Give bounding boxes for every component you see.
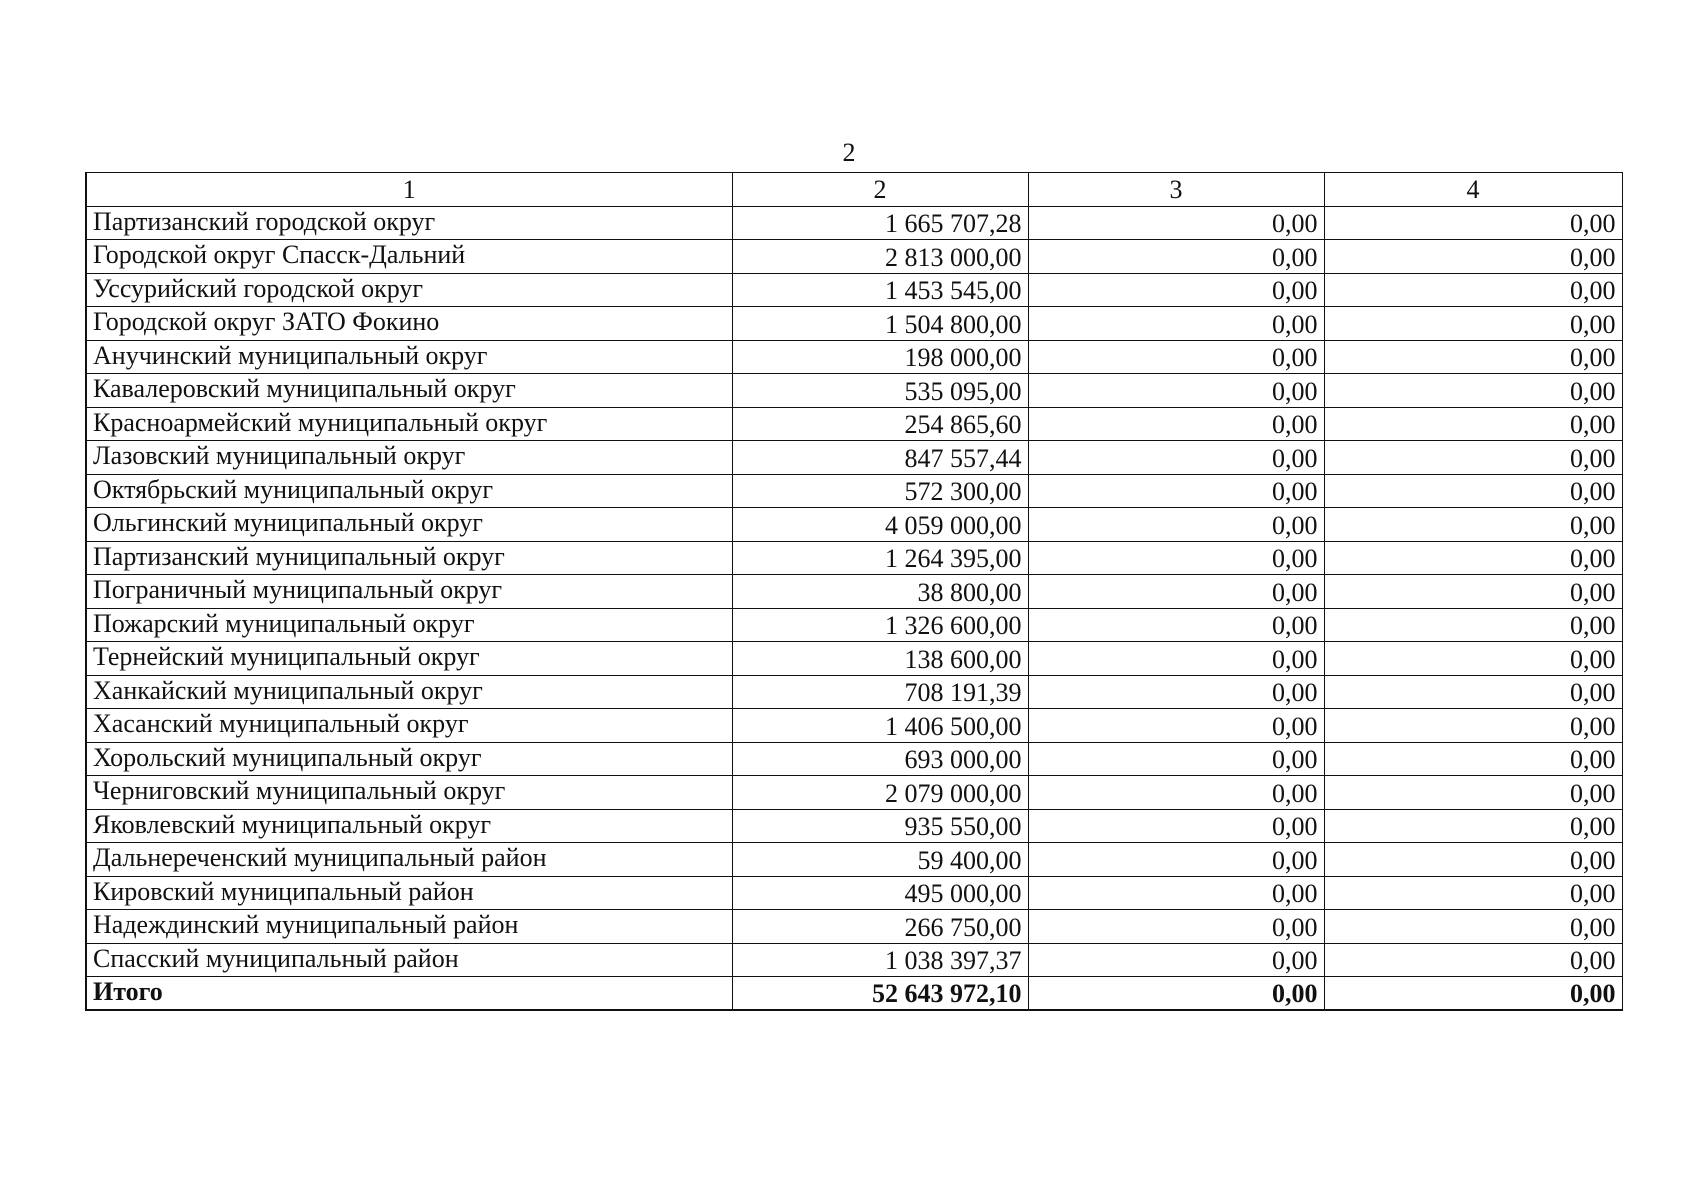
table-row — [86, 742, 1622, 776]
value-col3: 0,00 — [1028, 240, 1324, 274]
district-name: Тернейский муниципальный округ — [86, 642, 732, 676]
value-col2: 535 095,00 — [732, 374, 1028, 408]
value-col4: 0,00 — [1324, 709, 1622, 743]
district-name: Яковлевский муниципальный округ — [86, 809, 732, 843]
table-row — [86, 575, 1622, 609]
value-col2: 2 813 000,00 — [732, 240, 1028, 274]
value-col3: 0,00 — [1028, 675, 1324, 709]
district-name: Уссурийский городской округ — [86, 273, 732, 307]
table-row — [86, 943, 1622, 977]
value-col2: 1 406 500,00 — [732, 709, 1028, 743]
value-col2: 198 000,00 — [732, 340, 1028, 374]
value-col2: 1 264 395,00 — [732, 541, 1028, 575]
value-col3: 0,00 — [1028, 206, 1324, 240]
district-name: Октябрьский муниципальный округ — [86, 474, 732, 508]
table-row — [86, 910, 1622, 944]
table-row — [86, 642, 1622, 676]
value-col4: 0,00 — [1324, 541, 1622, 575]
value-col4: 0,00 — [1324, 441, 1622, 475]
district-name: Красноармейский муниципальный округ — [86, 407, 732, 441]
table-row — [86, 273, 1622, 307]
value-col4: 0,00 — [1324, 776, 1622, 810]
value-col2: 4 059 000,00 — [732, 508, 1028, 542]
page-number: 2 — [842, 138, 856, 167]
district-name: Черниговский муниципальный округ — [86, 776, 732, 810]
value-col4: 0,00 — [1324, 474, 1622, 508]
district-name: Надеждинский муниципальный район — [86, 910, 732, 944]
district-name: Лазовский муниципальный округ — [86, 441, 732, 475]
value-col3: 0,00 — [1028, 374, 1324, 408]
table-row — [86, 709, 1622, 743]
table-row — [86, 407, 1622, 441]
value-col2: 495 000,00 — [732, 876, 1028, 910]
total-value-col2: 52 643 972,10 — [732, 977, 1028, 1011]
district-name: Дальнереченский муниципальный район — [86, 843, 732, 877]
district-name: Кировский муниципальный район — [86, 876, 732, 910]
value-col4: 0,00 — [1324, 809, 1622, 843]
value-col3: 0,00 — [1028, 474, 1324, 508]
value-col2: 1 504 800,00 — [732, 307, 1028, 341]
district-name: Спасский муниципальный район — [86, 943, 732, 977]
column-number-1: 1 — [86, 173, 732, 207]
value-col3: 0,00 — [1028, 943, 1324, 977]
district-name: Пожарский муниципальный округ — [86, 608, 732, 642]
district-name: Городской округ ЗАТО Фокино — [86, 307, 732, 341]
table-row — [86, 876, 1622, 910]
value-col3: 0,00 — [1028, 407, 1324, 441]
value-col2: 2 079 000,00 — [732, 776, 1028, 810]
value-col4: 0,00 — [1324, 374, 1622, 408]
value-col4: 0,00 — [1324, 675, 1622, 709]
district-name: Хасанский муниципальный округ — [86, 709, 732, 743]
value-col3: 0,00 — [1028, 742, 1324, 776]
value-col4: 0,00 — [1324, 508, 1622, 542]
table-row — [86, 374, 1622, 408]
table-row — [86, 809, 1622, 843]
table-row — [86, 474, 1622, 508]
value-col4: 0,00 — [1324, 240, 1622, 274]
value-col3: 0,00 — [1028, 809, 1324, 843]
allocation-table — [85, 172, 1623, 1011]
value-col2: 1 453 545,00 — [732, 273, 1028, 307]
column-number-3: 3 — [1028, 173, 1324, 207]
district-name: Партизанский городской округ — [86, 206, 732, 240]
value-col2: 38 800,00 — [732, 575, 1028, 609]
value-col4: 0,00 — [1324, 575, 1622, 609]
table-row — [86, 441, 1622, 475]
value-col2: 1 665 707,28 — [732, 206, 1028, 240]
table-row — [86, 240, 1622, 274]
table-row — [86, 776, 1622, 810]
value-col2: 693 000,00 — [732, 742, 1028, 776]
value-col3: 0,00 — [1028, 508, 1324, 542]
total-row — [86, 977, 1622, 1011]
value-col2: 935 550,00 — [732, 809, 1028, 843]
value-col4: 0,00 — [1324, 407, 1622, 441]
table-row — [86, 206, 1622, 240]
value-col2: 1 326 600,00 — [732, 608, 1028, 642]
value-col2: 254 865,60 — [732, 407, 1028, 441]
value-col4: 0,00 — [1324, 307, 1622, 341]
total-value-col4: 0,00 — [1324, 977, 1622, 1011]
value-col2: 138 600,00 — [732, 642, 1028, 676]
value-col4: 0,00 — [1324, 843, 1622, 877]
value-col4: 0,00 — [1324, 943, 1622, 977]
total-label: Итого — [86, 977, 732, 1011]
header-row — [86, 173, 1622, 207]
value-col3: 0,00 — [1028, 575, 1324, 609]
district-name: Городской округ Спасск-Дальний — [86, 240, 732, 274]
district-name: Кавалеровский муниципальный округ — [86, 374, 732, 408]
value-col2: 59 400,00 — [732, 843, 1028, 877]
value-col4: 0,00 — [1324, 206, 1622, 240]
table-row — [86, 340, 1622, 374]
value-col2: 572 300,00 — [732, 474, 1028, 508]
table-row — [86, 675, 1622, 709]
value-col3: 0,00 — [1028, 608, 1324, 642]
value-col3: 0,00 — [1028, 843, 1324, 877]
value-col3: 0,00 — [1028, 307, 1324, 341]
table-header — [86, 173, 1622, 207]
value-col3: 0,00 — [1028, 441, 1324, 475]
value-col3: 0,00 — [1028, 876, 1324, 910]
column-number-4: 4 — [1324, 173, 1622, 207]
table-row — [86, 508, 1622, 542]
value-col2: 847 557,44 — [732, 441, 1028, 475]
district-name: Партизанский муниципальный округ — [86, 541, 732, 575]
value-col2: 1 038 397,37 — [732, 943, 1028, 977]
value-col3: 0,00 — [1028, 642, 1324, 676]
value-col4: 0,00 — [1324, 742, 1622, 776]
district-name: Ханкайский муниципальный округ — [86, 675, 732, 709]
value-col4: 0,00 — [1324, 642, 1622, 676]
table-row — [86, 307, 1622, 341]
value-col3: 0,00 — [1028, 709, 1324, 743]
district-name: Анучинский муниципальный округ — [86, 340, 732, 374]
value-col4: 0,00 — [1324, 876, 1622, 910]
value-col3: 0,00 — [1028, 910, 1324, 944]
value-col2: 708 191,39 — [732, 675, 1028, 709]
district-name: Пограничный муниципальный округ — [86, 575, 732, 609]
value-col4: 0,00 — [1324, 273, 1622, 307]
value-col3: 0,00 — [1028, 776, 1324, 810]
district-name: Хорольский муниципальный округ — [86, 742, 732, 776]
table-body — [86, 206, 1622, 1010]
value-col4: 0,00 — [1324, 910, 1622, 944]
table-row — [86, 608, 1622, 642]
column-number-2: 2 — [732, 173, 1028, 207]
value-col4: 0,00 — [1324, 340, 1622, 374]
total-value-col3: 0,00 — [1028, 977, 1324, 1011]
table-row — [86, 843, 1622, 877]
value-col3: 0,00 — [1028, 273, 1324, 307]
value-col3: 0,00 — [1028, 541, 1324, 575]
value-col2: 266 750,00 — [732, 910, 1028, 944]
table-row — [86, 541, 1622, 575]
value-col3: 0,00 — [1028, 340, 1324, 374]
district-name: Ольгинский муниципальный округ — [86, 508, 732, 542]
value-col4: 0,00 — [1324, 608, 1622, 642]
